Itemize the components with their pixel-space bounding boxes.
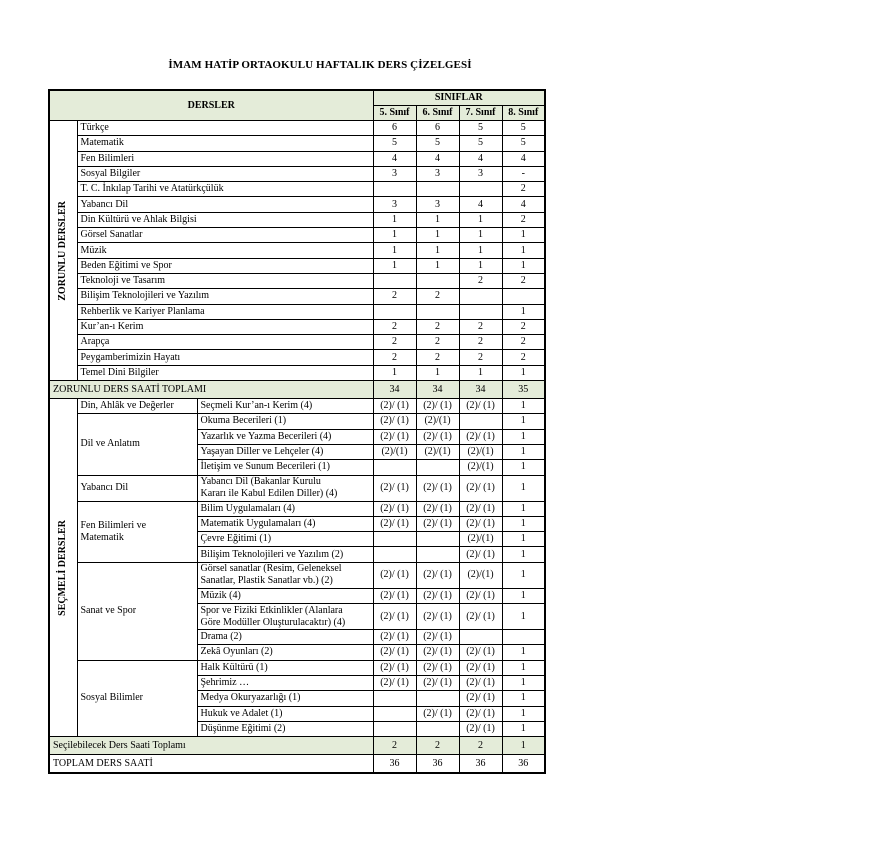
hours-cell: (2)/ (1): [373, 501, 416, 516]
hours-cell: [459, 630, 502, 645]
course-name: Matematik Uygulamaları (4): [197, 516, 373, 531]
hours-cell: (2)/ (1): [416, 706, 459, 721]
course-name-line: Spor ve Fiziki Etkinlikler (Alanlara: [200, 604, 343, 616]
course-name-line: Kararı ile Kabul Edilen Diller) (4): [200, 488, 338, 500]
hours-cell: (2)/ (1): [373, 645, 416, 660]
course-name: İletişim ve Sunum Becerileri (1): [197, 460, 373, 475]
course-name: [197, 475, 373, 501]
hours-cell: (2)/ (1): [459, 721, 502, 736]
grade-header: 7. Sınıf: [459, 106, 502, 121]
elective-area: Dil ve Anlatım: [77, 414, 197, 475]
hours-cell: 2: [502, 350, 545, 365]
hours-cell: (2)/ (1): [416, 588, 459, 603]
hours-cell: 2: [373, 335, 416, 350]
hours-cell: (2)/ (1): [373, 399, 416, 414]
hours-cell: 1: [502, 516, 545, 531]
hours-cell: [416, 304, 459, 319]
hours-cell: 1: [502, 414, 545, 429]
hours-cell: (2)/ (1): [459, 475, 502, 501]
hours-cell: (2)/(1): [459, 532, 502, 547]
elective-area: Sosyal Bilimler: [77, 660, 197, 736]
grade-header: 6. Sınıf: [416, 106, 459, 121]
hours-cell: (2)/(1): [459, 444, 502, 459]
hours-cell: 4: [416, 151, 459, 166]
hours-cell: 1: [459, 365, 502, 380]
hours-cell: 1: [459, 228, 502, 243]
hours-cell: 2: [502, 182, 545, 197]
course-name: Beden Eğitimi ve Spor: [77, 258, 373, 273]
hours-cell: 1: [502, 721, 545, 736]
elective-area: [77, 501, 197, 562]
course-name: Şehrimiz …: [197, 675, 373, 690]
hours-cell: 3: [416, 197, 459, 212]
course-name: Bilişim Teknolojileri ve Yazılım (2): [197, 547, 373, 562]
hours-cell: 36: [502, 755, 545, 774]
table-row: [49, 258, 545, 273]
hours-cell: [416, 182, 459, 197]
table-row: [49, 182, 545, 197]
table-row: [49, 475, 545, 501]
hours-cell: 1: [502, 399, 545, 414]
hours-cell: (2)/ (1): [416, 516, 459, 531]
course-name-line: Matematik: [80, 531, 124, 543]
hours-cell: 3: [373, 166, 416, 181]
elective-area: Yabancı Dil: [77, 475, 197, 501]
hours-cell: 5: [502, 121, 545, 136]
hours-cell: 4: [373, 151, 416, 166]
hours-cell: (2)/ (1): [373, 562, 416, 588]
hours-cell: 1: [502, 604, 545, 630]
hours-cell: 3: [416, 166, 459, 181]
course-name: Medya Okuryazarlığı (1): [197, 691, 373, 706]
hours-cell: (2)/ (1): [373, 604, 416, 630]
course-name: Arapça: [77, 335, 373, 350]
hours-cell: (2)/ (1): [373, 429, 416, 444]
course-name: Hukuk ve Adalet (1): [197, 706, 373, 721]
course-name: Kur’an-ı Kerim: [77, 319, 373, 334]
table-row: [49, 273, 545, 288]
hours-cell: (2)/ (1): [416, 645, 459, 660]
course-name-line: Yabancı Dil (Bakanlar Kurulu: [200, 476, 321, 488]
hours-cell: (2)/ (1): [416, 399, 459, 414]
table-row: [49, 243, 545, 258]
hours-cell: [416, 273, 459, 288]
hours-cell: 35: [502, 381, 545, 399]
hours-cell: (2)/ (1): [459, 660, 502, 675]
course-name: Çevre Eğitimi (1): [197, 532, 373, 547]
course-name: Din Kültürü ve Ahlak Bilgisi: [77, 212, 373, 227]
course-name: Sosyal Bilgiler: [77, 166, 373, 181]
table-row: [49, 212, 545, 227]
hours-cell: 1: [416, 365, 459, 380]
hours-cell: (2)/ (1): [459, 501, 502, 516]
hours-cell: 1: [459, 258, 502, 273]
hours-cell: 5: [459, 121, 502, 136]
hours-cell: 2: [459, 335, 502, 350]
hours-cell: [373, 706, 416, 721]
hours-cell: 6: [373, 121, 416, 136]
course-name: Halk Kültürü (1): [197, 660, 373, 675]
course-name: Türkçe: [77, 121, 373, 136]
hours-cell: [373, 273, 416, 288]
course-name: Matematik: [77, 136, 373, 151]
course-name-line: Göre Modüller Oluşturulacaktır) (4): [200, 616, 346, 628]
hours-cell: 36: [459, 755, 502, 774]
document-title: İMAM HATİP ORTAOKULU HAFTALIK DERS ÇİZELGESİ: [168, 59, 472, 71]
hours-cell: 2: [502, 212, 545, 227]
hours-cell: (2)/ (1): [459, 604, 502, 630]
grade-header: 5. Sınıf: [373, 106, 416, 121]
course-name: Bilişim Teknolojileri ve Yazılım: [77, 289, 373, 304]
hours-cell: [502, 289, 545, 304]
hours-cell: [459, 304, 502, 319]
hours-cell: [459, 414, 502, 429]
table-row: [49, 365, 545, 380]
hours-cell: 1: [502, 460, 545, 475]
elective-area: Sanat ve Spor: [77, 562, 197, 660]
hours-cell: 1: [502, 660, 545, 675]
hours-cell: (2)/ (1): [459, 691, 502, 706]
hours-cell: 1: [459, 243, 502, 258]
hours-cell: 4: [459, 151, 502, 166]
course-name: [197, 604, 373, 630]
hours-cell: 1: [373, 212, 416, 227]
table-row: [49, 562, 545, 588]
table-row: [49, 121, 545, 136]
hours-cell: 34: [416, 381, 459, 399]
hours-cell: 2: [373, 319, 416, 334]
hours-cell: 1: [459, 212, 502, 227]
table-row: [49, 319, 545, 334]
hours-cell: (2)/ (1): [416, 429, 459, 444]
hours-cell: 1: [502, 429, 545, 444]
hours-cell: (2)/ (1): [373, 414, 416, 429]
hours-cell: 2: [459, 273, 502, 288]
hours-cell: [373, 304, 416, 319]
hours-cell: (2)/ (1): [459, 588, 502, 603]
hours-cell: [416, 721, 459, 736]
table-row: [49, 304, 545, 319]
secmeli-total-label: Seçilebilecek Ders Saati Toplamı: [49, 737, 373, 755]
course-name: Temel Dini Bilgiler: [77, 365, 373, 380]
course-name: Müzik: [77, 243, 373, 258]
course-name: Bilim Uygulamaları (4): [197, 501, 373, 516]
hours-cell: (2)/ (1): [373, 675, 416, 690]
hours-cell: 2: [416, 737, 459, 755]
hours-cell: [502, 630, 545, 645]
hours-cell: 1: [502, 706, 545, 721]
hours-cell: 5: [416, 136, 459, 151]
table-row: [49, 136, 545, 151]
secmeli-label-text: SEÇMELİ DERSLER: [57, 519, 69, 616]
hours-cell: 1: [502, 258, 545, 273]
hours-cell: 5: [459, 136, 502, 151]
hours-cell: (2)/ (1): [416, 675, 459, 690]
hours-cell: 1: [502, 444, 545, 459]
grand-total-row: [49, 755, 545, 774]
hours-cell: 2: [416, 350, 459, 365]
hours-cell: 1: [373, 243, 416, 258]
hours-cell: 4: [502, 197, 545, 212]
hours-cell: 1: [502, 228, 545, 243]
hours-cell: 6: [416, 121, 459, 136]
hours-cell: 1: [502, 547, 545, 562]
hours-cell: 1: [502, 691, 545, 706]
hours-cell: (2)/ (1): [416, 630, 459, 645]
hours-cell: [373, 460, 416, 475]
table-row: [49, 660, 545, 675]
hours-cell: 1: [373, 228, 416, 243]
hours-cell: 1: [502, 243, 545, 258]
hours-cell: (2)/(1): [459, 460, 502, 475]
hours-cell: 2: [373, 289, 416, 304]
zorunlu-total-row: [49, 381, 545, 399]
hours-cell: 1: [502, 501, 545, 516]
hours-cell: 1: [502, 588, 545, 603]
hours-cell: 36: [373, 755, 416, 774]
hours-cell: (2)/ (1): [373, 516, 416, 531]
hours-cell: 1: [416, 228, 459, 243]
schedule-body: [49, 90, 545, 773]
hours-cell: [373, 182, 416, 197]
table-row: [49, 335, 545, 350]
course-name: Drama (2): [197, 630, 373, 645]
hours-cell: 1: [416, 258, 459, 273]
hours-cell: (2)/ (1): [373, 660, 416, 675]
hours-cell: [416, 532, 459, 547]
hours-cell: [373, 532, 416, 547]
hours-cell: 2: [459, 319, 502, 334]
hours-cell: 4: [459, 197, 502, 212]
hours-cell: 1: [416, 212, 459, 227]
hours-cell: 4: [502, 151, 545, 166]
hours-cell: 1: [416, 243, 459, 258]
hours-cell: 1: [502, 365, 545, 380]
elective-area: Din, Ahlâk ve Değerler: [77, 399, 197, 414]
course-name: Yazarlık ve Yazma Becerileri (4): [197, 429, 373, 444]
hours-cell: 1: [502, 737, 545, 755]
hours-cell: (2)/ (1): [459, 516, 502, 531]
hours-cell: [416, 460, 459, 475]
hours-cell: 1: [502, 532, 545, 547]
table-row: [49, 399, 545, 414]
siniflar-header: SINIFLAR: [373, 90, 545, 106]
hours-cell: 34: [373, 381, 416, 399]
hours-cell: 1: [502, 645, 545, 660]
hours-cell: [373, 691, 416, 706]
table-row: [49, 166, 545, 181]
hours-cell: (2)/ (1): [416, 660, 459, 675]
hours-cell: 2: [416, 319, 459, 334]
hours-cell: 2: [416, 335, 459, 350]
grand-total-label: TOPLAM DERS SAATİ: [49, 755, 373, 774]
table-row: [49, 228, 545, 243]
hours-cell: 3: [373, 197, 416, 212]
hours-cell: [459, 182, 502, 197]
hours-cell: 5: [502, 136, 545, 151]
course-name-line: Fen Bilimleri ve: [80, 519, 147, 531]
course-name: Rehberlik ve Kariyer Planlama: [77, 304, 373, 319]
hours-cell: 1: [502, 475, 545, 501]
hours-cell: (2)/(1): [416, 444, 459, 459]
table-row: [49, 151, 545, 166]
hours-cell: [416, 547, 459, 562]
hours-cell: (2)/ (1): [373, 588, 416, 603]
hours-cell: (2)/(1): [459, 562, 502, 588]
hours-cell: (2)/ (1): [373, 630, 416, 645]
hours-cell: (2)/ (1): [416, 562, 459, 588]
hours-cell: (2)/ (1): [416, 501, 459, 516]
course-name: Peygamberimizin Hayatı: [77, 350, 373, 365]
course-name: Okuma Becerileri (1): [197, 414, 373, 429]
table-row: [49, 197, 545, 212]
hours-cell: 2: [502, 319, 545, 334]
hours-cell: 2: [502, 273, 545, 288]
hours-cell: [373, 721, 416, 736]
hours-cell: 1: [502, 675, 545, 690]
hours-cell: 2: [459, 350, 502, 365]
hours-cell: (2)/ (1): [416, 604, 459, 630]
course-name: Görsel Sanatlar: [77, 228, 373, 243]
table-row: [49, 350, 545, 365]
secmeli-total-row: [49, 737, 545, 755]
hours-cell: 1: [373, 365, 416, 380]
hours-cell: 34: [459, 381, 502, 399]
hours-cell: 5: [373, 136, 416, 151]
secmeli-group-label: [49, 399, 77, 737]
weekly-schedule-table: [48, 89, 546, 774]
hours-cell: (2)/(1): [416, 414, 459, 429]
zorunlu-group-label: [49, 121, 77, 381]
course-name: Yaşayan Diller ve Lehçeler (4): [197, 444, 373, 459]
course-name-line: Görsel sanatlar (Resim, Geleneksel: [200, 563, 342, 575]
grade-header: 8. Sınıf: [502, 106, 545, 121]
hours-cell: [373, 547, 416, 562]
hours-cell: 2: [459, 737, 502, 755]
course-name: Müzik (4): [197, 588, 373, 603]
hours-cell: (2)/ (1): [373, 475, 416, 501]
course-name: Düşünme Eğitimi (2): [197, 721, 373, 736]
hours-cell: 1: [502, 562, 545, 588]
hours-cell: (2)/ (1): [459, 706, 502, 721]
hours-cell: [459, 289, 502, 304]
table-row: [49, 289, 545, 304]
table-row: [49, 414, 545, 429]
course-name: Zekâ Oyunları (2): [197, 645, 373, 660]
course-name: Teknoloji ve Tasarım: [77, 273, 373, 288]
hours-cell: 2: [373, 350, 416, 365]
hours-cell: (2)/ (1): [459, 547, 502, 562]
hours-cell: (2)/ (1): [459, 675, 502, 690]
hours-cell: (2)/(1): [373, 444, 416, 459]
hours-cell: [416, 691, 459, 706]
course-name: Yabancı Dil: [77, 197, 373, 212]
hours-cell: -: [502, 166, 545, 181]
hours-cell: (2)/ (1): [459, 429, 502, 444]
course-name: Seçmeli Kur’an-ı Kerim (4): [197, 399, 373, 414]
zorunlu-label-text: ZORUNLU DERSLER: [57, 200, 69, 301]
hours-cell: 1: [373, 258, 416, 273]
hours-cell: (2)/ (1): [416, 475, 459, 501]
course-name: [197, 562, 373, 588]
hours-cell: 2: [502, 335, 545, 350]
hours-cell: 36: [416, 755, 459, 774]
hours-cell: 1: [502, 304, 545, 319]
hours-cell: 2: [373, 737, 416, 755]
hours-cell: 3: [459, 166, 502, 181]
dersler-header: DERSLER: [49, 90, 373, 121]
course-name-line: Sanatlar, Plastik Sanatlar vb.) (2): [200, 575, 333, 587]
course-name: Fen Bilimleri: [77, 151, 373, 166]
course-name: T. C. İnkılap Tarihi ve Atatürkçülük: [77, 182, 373, 197]
table-row: [49, 501, 545, 516]
hours-cell: 2: [416, 289, 459, 304]
hours-cell: (2)/ (1): [459, 645, 502, 660]
zorunlu-total-label: ZORUNLU DERS SAATİ TOPLAMI: [49, 381, 373, 399]
hours-cell: (2)/ (1): [459, 399, 502, 414]
